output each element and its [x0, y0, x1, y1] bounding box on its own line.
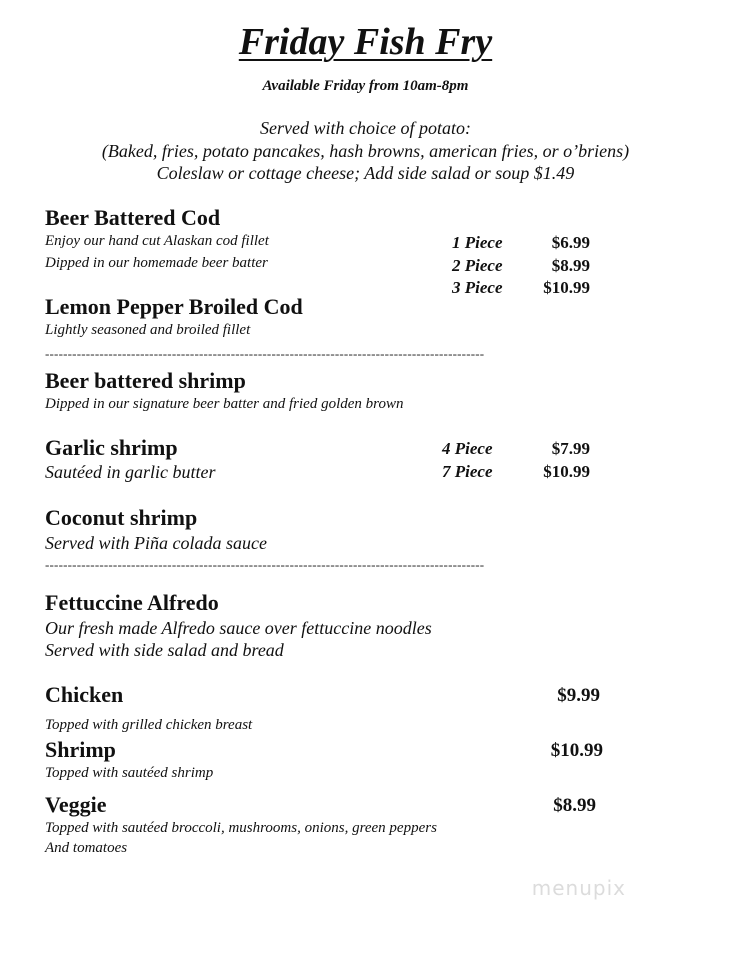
item-coconut-shrimp: Coconut shrimp [45, 505, 198, 530]
section-divider: ------------------------------------------------------------------------------------------------- [45, 346, 485, 361]
item-desc: Dipped in our signature beer batter and fried golden brown [45, 396, 404, 412]
option-shrimp: Shrimp [45, 737, 116, 762]
item-desc: Topped with grilled chicken breast [45, 717, 253, 733]
served-with-line-2: (Baked, fries, potato pancakes, hash browns, american fries, or o’briens) [101, 141, 630, 161]
price: $10.99 [550, 740, 603, 761]
price: $7.99 [551, 439, 590, 458]
piece-count: 2 Piece [452, 256, 503, 275]
item-beer-battered-shrimp: Beer battered shrimp [45, 368, 246, 393]
item-lemon-pepper-broiled-cod: Lemon Pepper Broiled Cod [45, 294, 303, 319]
watermark-logo: menupix [531, 876, 626, 900]
piece-count: 4 Piece [442, 439, 493, 458]
piece-count: 1 Piece [452, 233, 503, 252]
item-desc: Sautéed in garlic butter [45, 462, 216, 482]
option-veggie: Veggie [45, 792, 107, 817]
served-with-line-3: Coleslaw or cottage cheese; Add side salad or soup $1.49 [156, 163, 575, 183]
section-divider: ------------------------------------------------------------------------------------------------- [45, 557, 485, 572]
item-garlic-shrimp: Garlic shrimp [45, 435, 178, 460]
item-desc: Topped with sautéed broccoli, mushrooms, onions, green peppers [45, 820, 437, 836]
item-beer-battered-cod: Beer Battered Cod [45, 205, 221, 230]
item-desc: And tomatoes [45, 840, 128, 856]
menu-title: Friday Fish Fry [238, 21, 493, 63]
price: $10.99 [543, 462, 590, 481]
item-desc: Served with Piña colada sauce [45, 533, 267, 553]
served-with-line-1: Served with choice of potato: [260, 118, 471, 138]
price: $8.99 [553, 795, 596, 816]
price: $9.99 [557, 685, 600, 706]
price: $8.99 [551, 256, 590, 275]
piece-count: 3 Piece [452, 278, 503, 297]
piece-count: 7 Piece [442, 462, 493, 481]
price: $10.99 [543, 278, 590, 297]
price: $6.99 [551, 233, 590, 252]
item-desc: Served with side salad and bread [45, 640, 284, 660]
item-desc: Lightly seasoned and broiled fillet [45, 322, 251, 338]
item-desc: Dipped in our homemade beer batter [45, 255, 268, 271]
item-desc: Topped with sautéed shrimp [45, 765, 214, 781]
item-fettuccine-alfredo: Fettuccine Alfredo [45, 590, 219, 615]
option-chicken: Chicken [45, 682, 124, 707]
item-desc: Enjoy our hand cut Alaskan cod fillet [45, 233, 269, 249]
availability-note: Available Friday from 10am-8pm [262, 78, 469, 94]
item-desc: Our fresh made Alfredo sauce over fettuccine noodles [45, 618, 432, 638]
